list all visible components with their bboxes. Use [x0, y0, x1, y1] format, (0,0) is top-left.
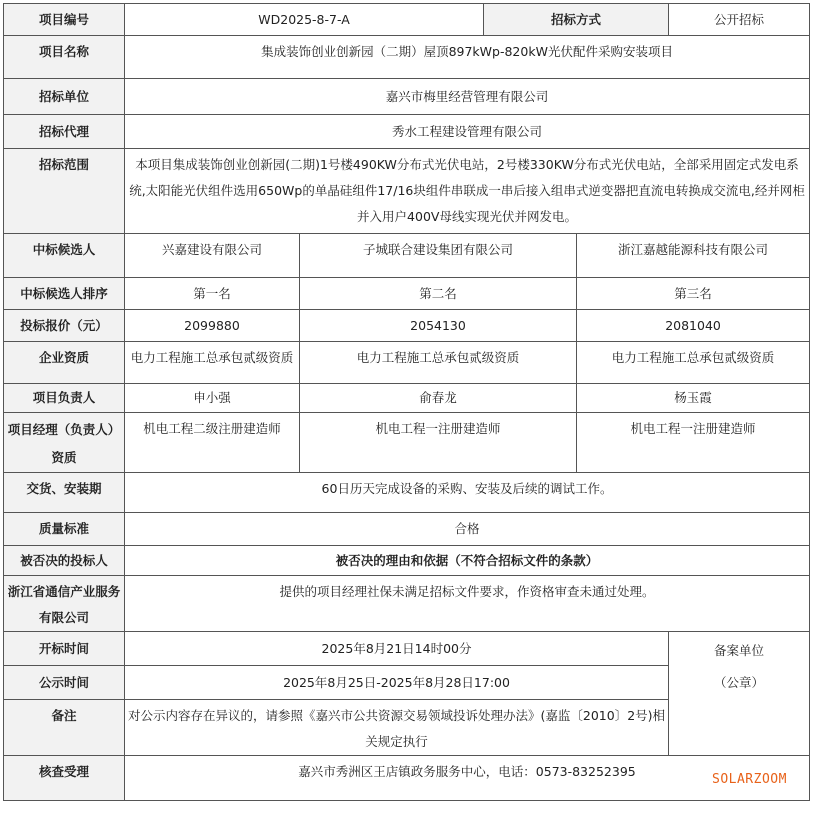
rejected-bidder: 浙江省通信产业服务有限公司 — [4, 576, 125, 632]
project-lead-label: 项目负责人 — [4, 384, 125, 413]
rank-label: 中标候选人排序 — [4, 278, 125, 310]
quality-label: 质量标准 — [4, 513, 125, 546]
pm-qualification-label: 项目经理（负责人）资质 — [4, 413, 125, 473]
project-no-value: WD2025-8-7-A — [125, 4, 484, 36]
candidate-2-lead: 俞春龙 — [300, 384, 577, 413]
filing-unit — [669, 632, 810, 756]
publicity-time-value: 2025年8月25日-2025年8月28日17:00 — [125, 666, 669, 700]
project-name-value: 集成装饰创业创新园（二期）屋顶897kWp-820kW光伏配件采购安装项目 — [125, 36, 810, 79]
scope-label: 招标范围 — [4, 149, 125, 234]
bid-result-table — [3, 3, 810, 801]
open-time-label: 开标时间 — [4, 632, 125, 666]
rejected-label: 被否决的投标人 — [4, 546, 125, 576]
project-no-label: 项目编号 — [4, 4, 125, 36]
candidate-1-name: 兴嘉建设有限公司 — [125, 234, 300, 278]
scope-value: 本项目集成装饰创业创新园(二期)1号楼490KW分布式光伏电站，2号楼330KW分布式光伏电站，全部采用固定式发电系统,太阳能光伏组件选用650Wp的单晶硅组件17/16块组件串联成一串后接入组串式逆变器把直流电转换成交流电,经并网柜并入用户400V母线实现光伏并网发电。 — [125, 149, 810, 234]
qualification-label: 企业资质 — [4, 342, 125, 384]
candidate-2-qualification: 电力工程施工总承包贰级资质 — [300, 342, 577, 384]
remark-value: 对公示内容存在异议的，请参照《嘉兴市公共资源交易领域投诉处理办法》(嘉监〔2010〕2号)相关规定执行 — [125, 700, 669, 756]
candidate-1-pm: 机电工程二级注册建造师 — [125, 413, 300, 473]
brand-watermark: SOLARZOOM — [712, 772, 787, 787]
remark-label: 备注 — [4, 700, 125, 756]
bidding-method-value: 公开招标 — [669, 4, 810, 36]
rejected-reason: 提供的项目经理社保未满足招标文件要求，作资格审查未通过处理。 — [125, 576, 810, 632]
review-label: 核查受理 — [4, 756, 125, 801]
rejected-header: 被否决的理由和依据（不符合招标文件的条款） — [125, 546, 810, 576]
candidate-1-rank: 第一名 — [125, 278, 300, 310]
candidate-3-lead: 杨玉霞 — [577, 384, 810, 413]
agent-value: 秀水工程建设管理有限公司 — [125, 115, 810, 149]
delivery-value: 60日历天完成设备的采购、安装及后续的调试工作。 — [125, 473, 810, 513]
candidate-2-price: 2054130 — [300, 310, 577, 342]
delivery-label: 交货、安装期 — [4, 473, 125, 513]
candidate-1-qualification: 电力工程施工总承包贰级资质 — [125, 342, 300, 384]
agent-label: 招标代理 — [4, 115, 125, 149]
project-name-label: 项目名称 — [4, 36, 125, 79]
candidate-2-pm: 机电工程一注册建造师 — [300, 413, 577, 473]
publicity-time-label: 公示时间 — [4, 666, 125, 700]
open-time-value: 2025年8月21日14时00分 — [125, 632, 669, 666]
candidate-2-name: 子城联合建设集团有限公司 — [300, 234, 577, 278]
filing-unit-label: 备案单位 — [714, 643, 765, 658]
candidate-2-rank: 第二名 — [300, 278, 577, 310]
tenderer-label: 招标单位 — [4, 79, 125, 115]
candidate-3-qualification: 电力工程施工总承包贰级资质 — [577, 342, 810, 384]
price-label: 投标报价（元） — [4, 310, 125, 342]
candidate-3-pm: 机电工程一注册建造师 — [577, 413, 810, 473]
candidate-3-rank: 第三名 — [577, 278, 810, 310]
candidate-3-price: 2081040 — [577, 310, 810, 342]
quality-value: 合格 — [125, 513, 810, 546]
candidates-label: 中标候选人 — [4, 234, 125, 278]
candidate-1-price: 2099880 — [125, 310, 300, 342]
review-value: 嘉兴市秀洲区王店镇政务服务中心，电话：0573-83252395 — [125, 756, 810, 801]
bidding-method-label: 招标方式 — [484, 4, 669, 36]
filing-unit-stamp: （公章） — [714, 675, 765, 690]
candidate-1-lead: 申小强 — [125, 384, 300, 413]
candidate-3-name: 浙江嘉越能源科技有限公司 — [577, 234, 810, 278]
tenderer-value: 嘉兴市梅里经营管理有限公司 — [125, 79, 810, 115]
